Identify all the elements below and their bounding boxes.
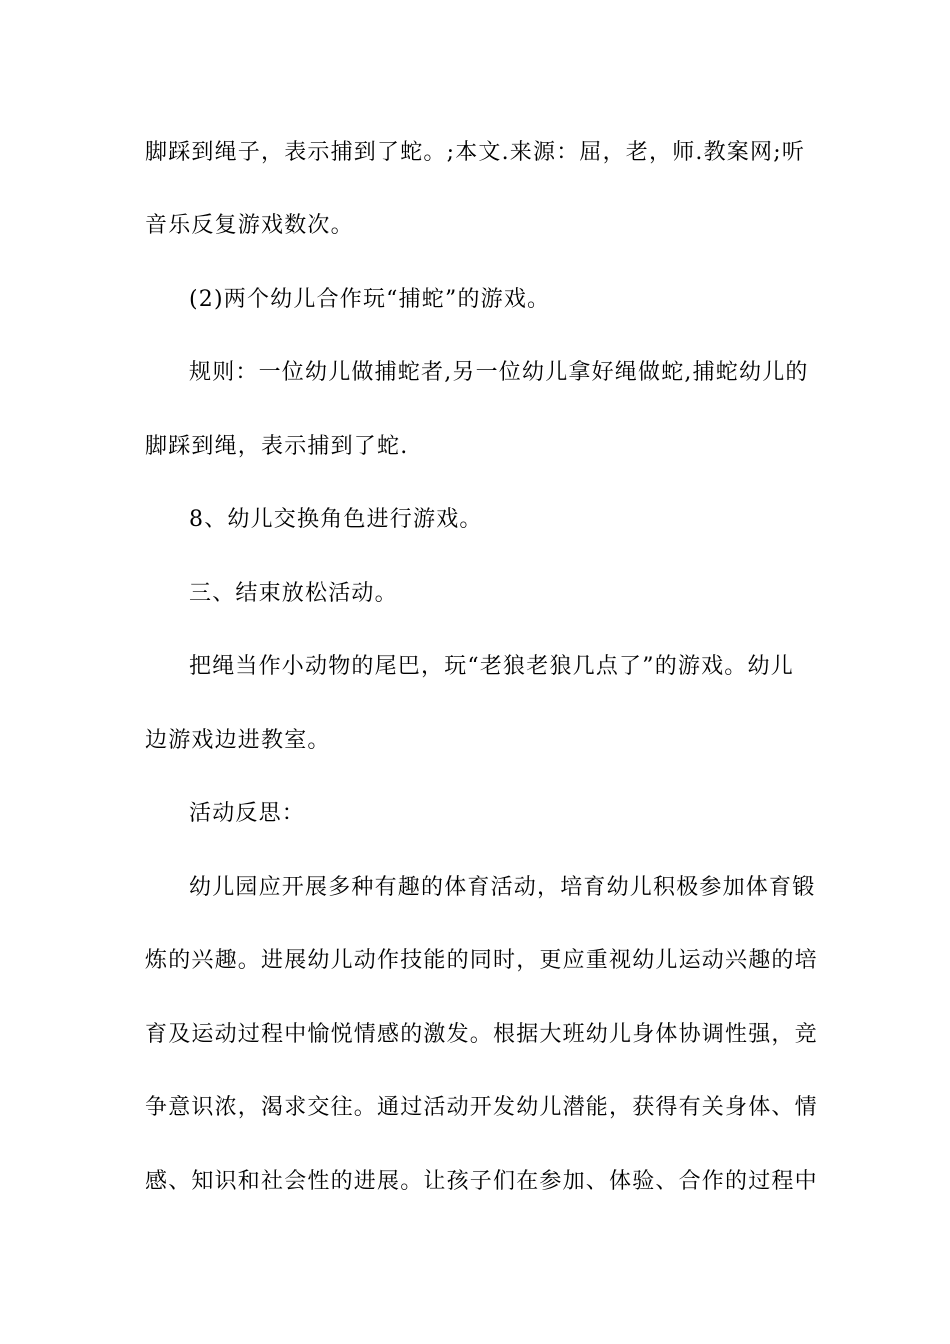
paragraph-line: 8、幼儿交换角色进行游戏。: [189, 507, 483, 532]
paragraph-line: (2)两个幼儿合作玩“捕蛇”的游戏。: [189, 287, 551, 312]
paragraph-line: 幼儿园应开展多种有趣的体育活动，培育幼儿积极参加体育锻: [189, 875, 816, 900]
paragraph-line: 把绳当作小动物的尾巴，玩“老狼老狼几点了”的游戏。幼儿: [189, 654, 794, 679]
text-line: 争意识浓，渴求交往。通过活动开发幼儿潜能，获得有关身体、情: [145, 1095, 818, 1120]
section-heading: 三、结束放松活动。: [189, 581, 398, 606]
section-heading: 活动反思：: [189, 801, 306, 826]
text-line: 育及运动过程中愉悦情感的激发。根据大班幼儿身体协调性强，竞: [145, 1022, 818, 1047]
text-line: 脚踩到绳，表示捕到了蛇.: [145, 434, 409, 459]
text-line: 边游戏边进教室。: [145, 728, 331, 753]
text-line: 感、知识和社会性的进展。让孩子们在参加、体验、合作的过程中: [145, 1169, 818, 1194]
text-line: 炼的兴趣。进展幼儿动作技能的同时，更应重视幼儿运动兴趣的培: [145, 948, 818, 973]
paragraph-line: 规则：一位幼儿做捕蛇者,另一位幼儿拿好绳做蛇,捕蛇幼儿的: [189, 360, 809, 385]
text-line: 脚踩到绳子，表示捕到了蛇。;本文.来源：屈，老，师.教案网;听: [145, 140, 806, 165]
text-line: 音乐反复游戏数次。: [145, 213, 354, 238]
